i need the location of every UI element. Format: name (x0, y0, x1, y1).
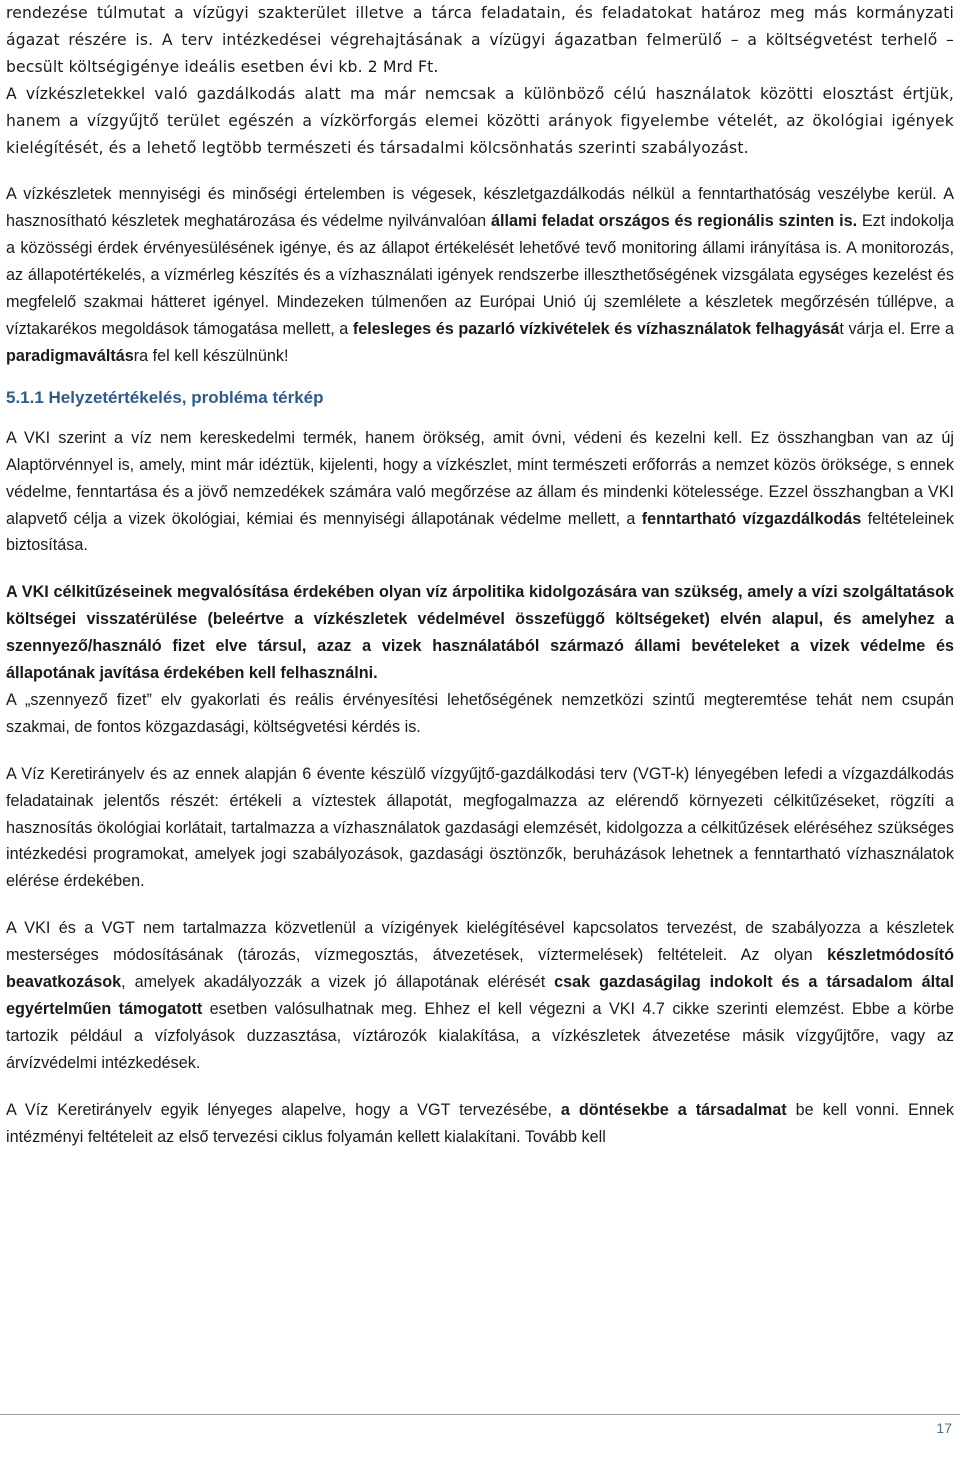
bold-segment: felesleges és pazarló vízkivételek és vízhasználatok felhagyásá (352, 319, 840, 338)
paragraph-finite-resources (6, 181, 954, 369)
bold-segment: állami feladat országos és regionális szinten is. (490, 212, 858, 231)
text-segment: t várja el. Erre a (839, 319, 954, 338)
bold-segment: a döntésekbe a társadalmat (560, 1100, 787, 1119)
text-segment: A Víz Keretirányelv egyik lényeges alapelve, hogy a VGT tervezésébe, (6, 1100, 561, 1119)
bold-segment: készletmódosító beavatkozások (6, 946, 954, 992)
paragraph-vgt-planning (6, 915, 954, 1076)
text-segment: ra fel kell készülnünk! (133, 346, 289, 365)
paragraph-public-participation (6, 1097, 954, 1151)
paragraph-intro (6, 0, 954, 81)
paragraph-vki-heritage (6, 425, 954, 560)
text-segment: esetben valósulhatnak meg. Ehhez el kell végezni a VKI 4.7 cikke szerinti elemzést. Ebbe a körbe tartozik például a vízfolyások duzzasztása, víztározók kialakítása, a vízkészletek átvezetése másik vízgyűjtőre, vagy az árvízvédelmi intézkedések. (6, 1000, 954, 1072)
bold-segment: paradigmaváltás (6, 346, 134, 365)
text-segment: Ezt indokolja a közösségi érdek érvényesülésének igénye, és az állapot értékelését lehetővé tevő monitoring állami irányítása is. A monitorozás, az állapotértékelés, a vízmérleg készítés és a vízhasználati igények rendszerbe illeszthetőségének vizsgálata egységes kezelést és megfelelő szakmai hátteret igényel. Mindezeken túlmenően az Európai Unió új szemlélete a készletek megőrzésén túllépve, a víztakarékos megoldások támogatása mellett, a (6, 212, 954, 338)
section-heading: 5.1.1 Helyzetértékelés, probléma térkép (6, 387, 324, 407)
text-segment: feltételeinek biztosítása. (6, 509, 955, 555)
document-page (6, 0, 954, 1151)
text-segment: A vízkészletek mennyiségi és minőségi értelemben is végesek, készletgazdálkodás nélkül a fenntarthatóság veszélybe kerül. A hasznosítható készletek meghatározása és védelme nyilvánvalóan (6, 185, 954, 231)
paragraph-polluter-pays (6, 687, 954, 741)
text-segment: A VKI szerint a víz nem kereskedelmi termék, hanem örökség, amit óvni, védeni és kezelni kell. Ez összhangban van az új Alaptörvénnyel is, amely, mint már idéztük, kijelenti, hogy a vízkészlet, mint természeti erőforrás a nemzet közös öröksége, s ennek védelme, fenntartása és a jövő nemzedékek számára való megőrzése az állam és mindenki kötelessége. Ezzel összhangban a VKI alapvető célja a vizek ökológiai, kémiai és mennyiségi állapotának védelme mellett, a (6, 428, 954, 528)
bold-segment: csak gazdaságilag indokolt és a társadalom által egyértelműen támogatott (6, 973, 954, 1018)
paragraph-water-pricing (6, 579, 954, 687)
paragraph-water-management-text: A vízkészletekkel való gazdálkodás alatt ma már nemcsak a különböző célú használatok közötti elosztást értjük, hanem a vízgyűjtő terület egészén a vízkörforgás elemei közötti arányok figyelembe vételét, az ökológiai igények kielégítését, és a lehető legtöbb természeti és társadalmi kölcsönhatás szerinti szabályozást. (6, 84, 954, 157)
paragraph-intro-text: rendezése túlmutat a vízügyi szakterület illetve a tárca feladatain, és feladatokat határoz meg más kormányzati ágazat részére is. A terv intézkedései végrehajtásának a vízügyi ágazatban felmerülő – a költségvetést terhelő – becsült költségigénye ideális esetben évi kb. 2 Mrd Ft. (6, 4, 954, 76)
paragraph-vgt-overview-text: A Víz Keretirányelv és az ennek alapján 6 évente készülő vízgyűjtő-gazdálkodási terv (VGT-k) lényegében lefedi a vízgazdálkodás feladatainak jelentős részét: értékeli a víztestek állapotát, megfogalmazza az elérendő környezeti célkitűzéseket, rögzíti a hasznosítás ökológiai korlátait, tartalmazza a vízhasználatok gazdasági elemzését, kidolgozza a célkitűzések eléréséhez szükséges intézkedési programokat, amelyek jogi szabályozások, gazdasági ösztönzők, beruházások lehetnek a fenntartható vízhasználatok elérése érdekében. (6, 764, 954, 891)
text-segment: A VKI és a VGT nem tartalmazza közvetlenül a vízigények kielégítésével kapcsolatos tervezést, de szabályozza a készletek mesterséges módosításának (tározás, vízmegosztás, átvezetések, víztermelések) feltételeit. Az olyan (6, 919, 954, 965)
paragraph-water-pricing-text: A VKI célkitűzéseinek megvalósítása érdekében olyan víz árpolitika kidolgozására van szükség, amely a vízi szolgáltatások költségei visszatérülése (beleértve a vízkészletek védelmével összefüggő költségeket) elvén alapul, és amelyhez a szennyező/használó fizet elve társul, azaz a vizek használatából származó állami bevételeket a vizek védelme és állapotának javítása érdekében kell felhasználni. (6, 583, 954, 683)
paragraph-polluter-pays-text: A „szennyező fizet” elv gyakorlati és reális érvényesítési lehetőségének nemzetközi szintű megteremtése tehát nem csupán szakmai, de fontos közgazdasági, költségvetési kérdés is. (6, 690, 954, 736)
bold-segment: fenntartható vízgazdálkodás (641, 509, 862, 528)
page-number: 17 (936, 1420, 952, 1436)
text-segment: be kell vonni. Ennek intézményi feltételeit az első tervezési ciklus folyamán kellett kialakítani. Tovább kell (6, 1100, 954, 1146)
footer-divider (0, 1414, 960, 1415)
paragraph-water-management (6, 81, 954, 162)
paragraph-vgt-overview (6, 761, 954, 896)
text-segment: , amelyek akadályozzák a vizek jó állapotának elérését (121, 973, 555, 992)
